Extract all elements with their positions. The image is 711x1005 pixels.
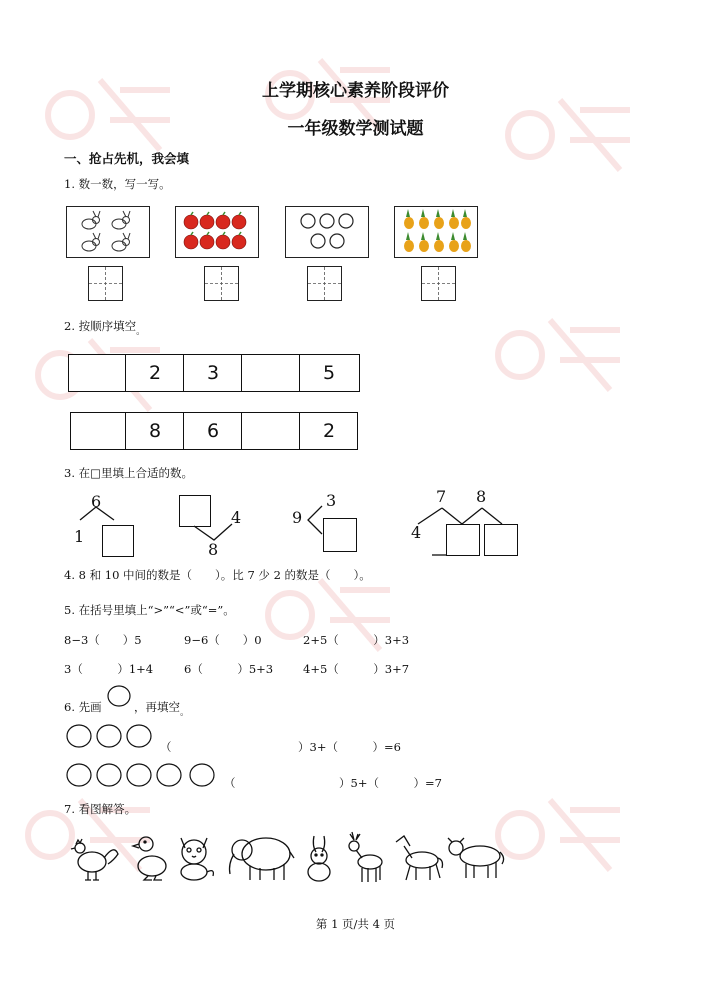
circle-icon	[106, 684, 132, 708]
apple-icon	[176, 207, 258, 257]
sequence-cell: 2	[299, 413, 358, 449]
answer-square[interactable]	[323, 518, 357, 552]
comparison-item[interactable]: 2+5（ ）3+3	[303, 633, 410, 647]
elephant-icon	[222, 830, 296, 884]
comparison-item[interactable]: 9−6（ ）0	[184, 633, 262, 647]
sequence-cell: 2	[125, 355, 184, 391]
page-title: 上学期核心素养阶段评价	[262, 81, 449, 101]
equation-2[interactable]: （ ）5+（ ）=7	[224, 776, 442, 790]
pineapple-icon	[395, 207, 477, 257]
sequence-cell: 3	[183, 355, 242, 391]
apples-picture	[175, 206, 259, 258]
answer-box[interactable]	[204, 266, 239, 301]
answer-box[interactable]	[421, 266, 456, 301]
question-6-text: 6. 先画	[64, 700, 102, 714]
answer-square[interactable]	[484, 524, 518, 556]
deer-icon	[340, 830, 386, 884]
sequence-cell[interactable]	[69, 355, 125, 391]
page-subtitle: 一年级数学测试题	[287, 119, 424, 139]
question-5-text: 5. 在括号里填上“>”“<”或“=”。	[64, 603, 235, 617]
pineapples-picture	[394, 206, 478, 258]
sequence-cell[interactable]	[241, 355, 300, 391]
rabbits-picture	[66, 206, 150, 258]
answer-square[interactable]	[102, 525, 134, 557]
question-6-text-tail: ，再填空$_。$	[134, 700, 190, 718]
diagram-number: 4	[231, 508, 242, 527]
answer-square[interactable]	[446, 524, 480, 556]
question-7-text: 7. 看图解答。	[64, 802, 137, 816]
sequence-cell: 8	[125, 413, 184, 449]
rabbit-icon	[67, 207, 149, 257]
diagram-number: 7	[436, 487, 447, 506]
sequence-row-1	[68, 354, 360, 392]
cat-icon	[175, 832, 217, 882]
diagram-number: 3	[326, 491, 337, 510]
circle-row-2	[64, 760, 218, 790]
sequence-cell[interactable]	[241, 413, 300, 449]
rabbit-icon	[302, 832, 338, 884]
sequence-cell[interactable]	[71, 413, 125, 449]
page-number: 第 1 页/共 4 页	[315, 917, 396, 931]
section-heading: 一、抢占先机，我会填	[64, 151, 190, 166]
comparison-item[interactable]: 3（ ）1+4	[64, 662, 154, 676]
answer-box[interactable]	[88, 266, 123, 301]
diagram-number: 9	[292, 508, 303, 527]
question-3-text: 3. 在□里填上合适的数。	[64, 466, 193, 480]
circle-icon	[286, 207, 368, 257]
comparison-item[interactable]: 4+5（ ）3+7	[303, 662, 410, 676]
cow-icon	[444, 832, 506, 880]
comparison-item[interactable]: 8−3（ ）5	[64, 633, 142, 647]
equation-1[interactable]: （ ）3+（ ）=6	[160, 740, 401, 754]
comparison-item[interactable]: 6（ ）5+3	[184, 662, 274, 676]
question-2-text: 2. 按顺序填空$_。$	[64, 319, 146, 337]
circles-picture	[285, 206, 369, 258]
question-4-text: 4. 8 和 10 中间的数是（ ）。比 7 少 2 的数是（ ）。	[64, 568, 371, 582]
answer-box[interactable]	[307, 266, 342, 301]
diagram-number: 1	[74, 527, 85, 546]
diagram-number: 4	[411, 523, 422, 542]
sequence-cell: 5	[299, 355, 358, 391]
sequence-row-2	[70, 412, 358, 450]
sequence-cell: 6	[183, 413, 242, 449]
watermark-logo	[490, 760, 640, 910]
diagram-number: 8	[208, 540, 219, 559]
horse-icon	[390, 832, 444, 884]
watermark-logo	[490, 280, 640, 430]
question-1-text: 1. 数一数，写一写。	[64, 177, 171, 191]
circle-row-1	[64, 722, 156, 750]
duck-icon	[130, 832, 170, 882]
diagram-number: 6	[91, 492, 102, 511]
diagram-number: 8	[476, 487, 487, 506]
rooster-icon	[68, 832, 122, 884]
